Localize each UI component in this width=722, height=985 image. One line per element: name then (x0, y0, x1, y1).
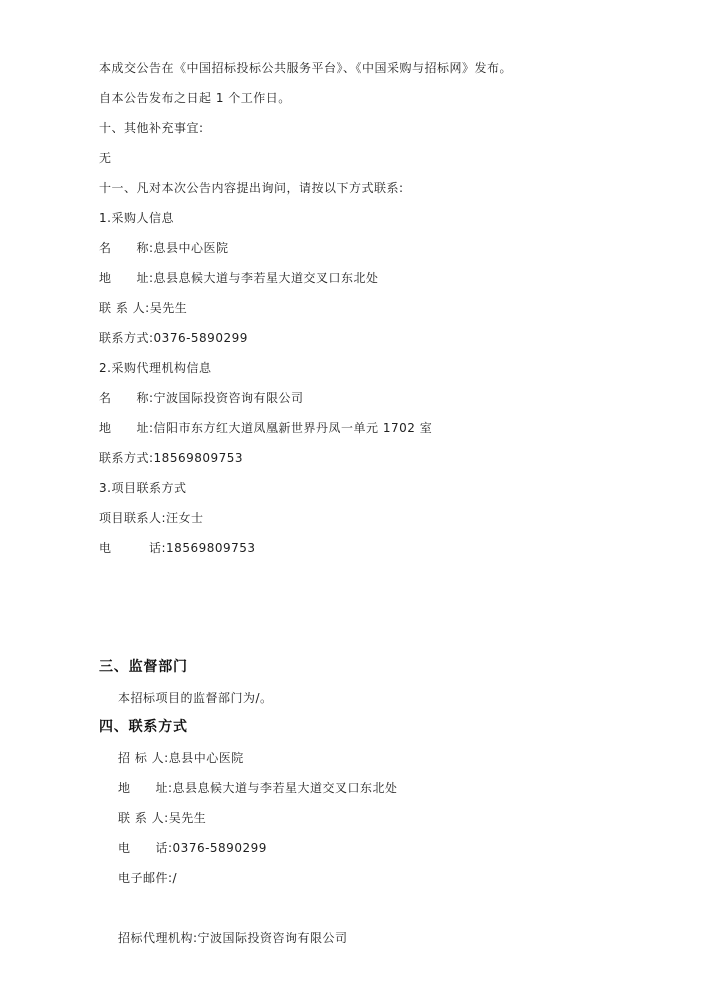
bid-agency-name: 宁波国际投资咨询有限公司 (197, 931, 348, 945)
bidder-label: 招 标 人: (118, 751, 169, 765)
purchaser-phone-row (99, 330, 248, 346)
purchaser-address: 息县息候大道与李若星大道交叉口东北处 (153, 271, 379, 285)
purchaser-contact-row (99, 300, 187, 316)
bid-agency-row (118, 930, 348, 946)
bidder-contact-label: 联 系 人: (118, 811, 169, 825)
agency-phone-row (99, 450, 243, 466)
period-note: 自本公告发布之日起 1 个工作日。 (99, 91, 291, 105)
purchaser-phone-label: 联系方式: (99, 331, 154, 345)
agency-name-row (99, 390, 304, 406)
bidder-address-row (118, 780, 398, 796)
project-person: 汪女士 (166, 511, 204, 525)
project-person-row (99, 510, 204, 526)
bidder-address: 息县息候大道与李若星大道交叉口东北处 (172, 781, 398, 795)
bidder-contact-row (118, 810, 206, 826)
purchaser-contact-label: 联 系 人: (99, 301, 150, 315)
purchaser-name-row (99, 240, 229, 256)
bidder-contact: 吴先生 (168, 811, 207, 825)
project-person-label: 项目联系人: (99, 511, 167, 525)
bidder-name: 息县中心医院 (168, 751, 244, 765)
bid-agency-label: 招标代理机构: (118, 931, 198, 945)
supervision-body: 本招标项目的监督部门为/。 (118, 691, 273, 705)
bidder-phone: 0376-5890299 (172, 841, 267, 855)
supervision-heading: 三、监督部门 (99, 659, 188, 675)
bidder-phone-label: 电 话: (118, 841, 173, 855)
agency-phone: 18569809753 (153, 451, 244, 465)
agency-address: 信阳市东方红大道凤凰新世界丹凤一单元 1702 室 (153, 421, 433, 435)
purchaser-name-label: 名 称: (99, 241, 154, 255)
bidder-email-label: 电子邮件: (118, 871, 173, 885)
project-phone: 18569809753 (166, 541, 256, 555)
bidder-email-row (118, 870, 177, 886)
purchaser-contact: 吴先生 (149, 301, 188, 315)
agency-address-row (99, 420, 432, 436)
bidder-email: / (172, 871, 178, 885)
agency-address-label: 地 址: (99, 421, 154, 435)
agency-name: 宁波国际投资咨询有限公司 (153, 391, 304, 405)
purchaser-name: 息县中心医院 (153, 241, 229, 255)
purchaser-title: 1.采购人信息 (99, 211, 174, 225)
agency-title: 2.采购代理机构信息 (99, 361, 212, 375)
publish-note: 本成交公告在《中国招标投标公共服务平台》、《中国采购与招标网》发布。 (99, 61, 513, 75)
project-phone-row (99, 540, 256, 556)
section10-title: 十、其他补充事宜: (99, 121, 204, 135)
agency-name-label: 名 称: (99, 391, 154, 405)
purchaser-address-label: 地 址: (99, 271, 154, 285)
agency-phone-label: 联系方式: (99, 451, 154, 465)
purchaser-address-row (99, 270, 379, 286)
bidder-phone-row (118, 840, 267, 856)
project-phone-label: 电 话: (99, 541, 167, 555)
project-contact-title: 3.项目联系方式 (99, 481, 187, 495)
bidder-row (118, 750, 244, 766)
purchaser-phone: 0376-5890299 (153, 331, 248, 345)
contacts-heading: 四、联系方式 (99, 719, 188, 735)
section10-body: 无 (99, 151, 112, 165)
section11-title: 十一、凡对本次公告内容提出询问，请按以下方式联系: (99, 181, 404, 195)
bidder-address-label: 地 址: (118, 781, 173, 795)
